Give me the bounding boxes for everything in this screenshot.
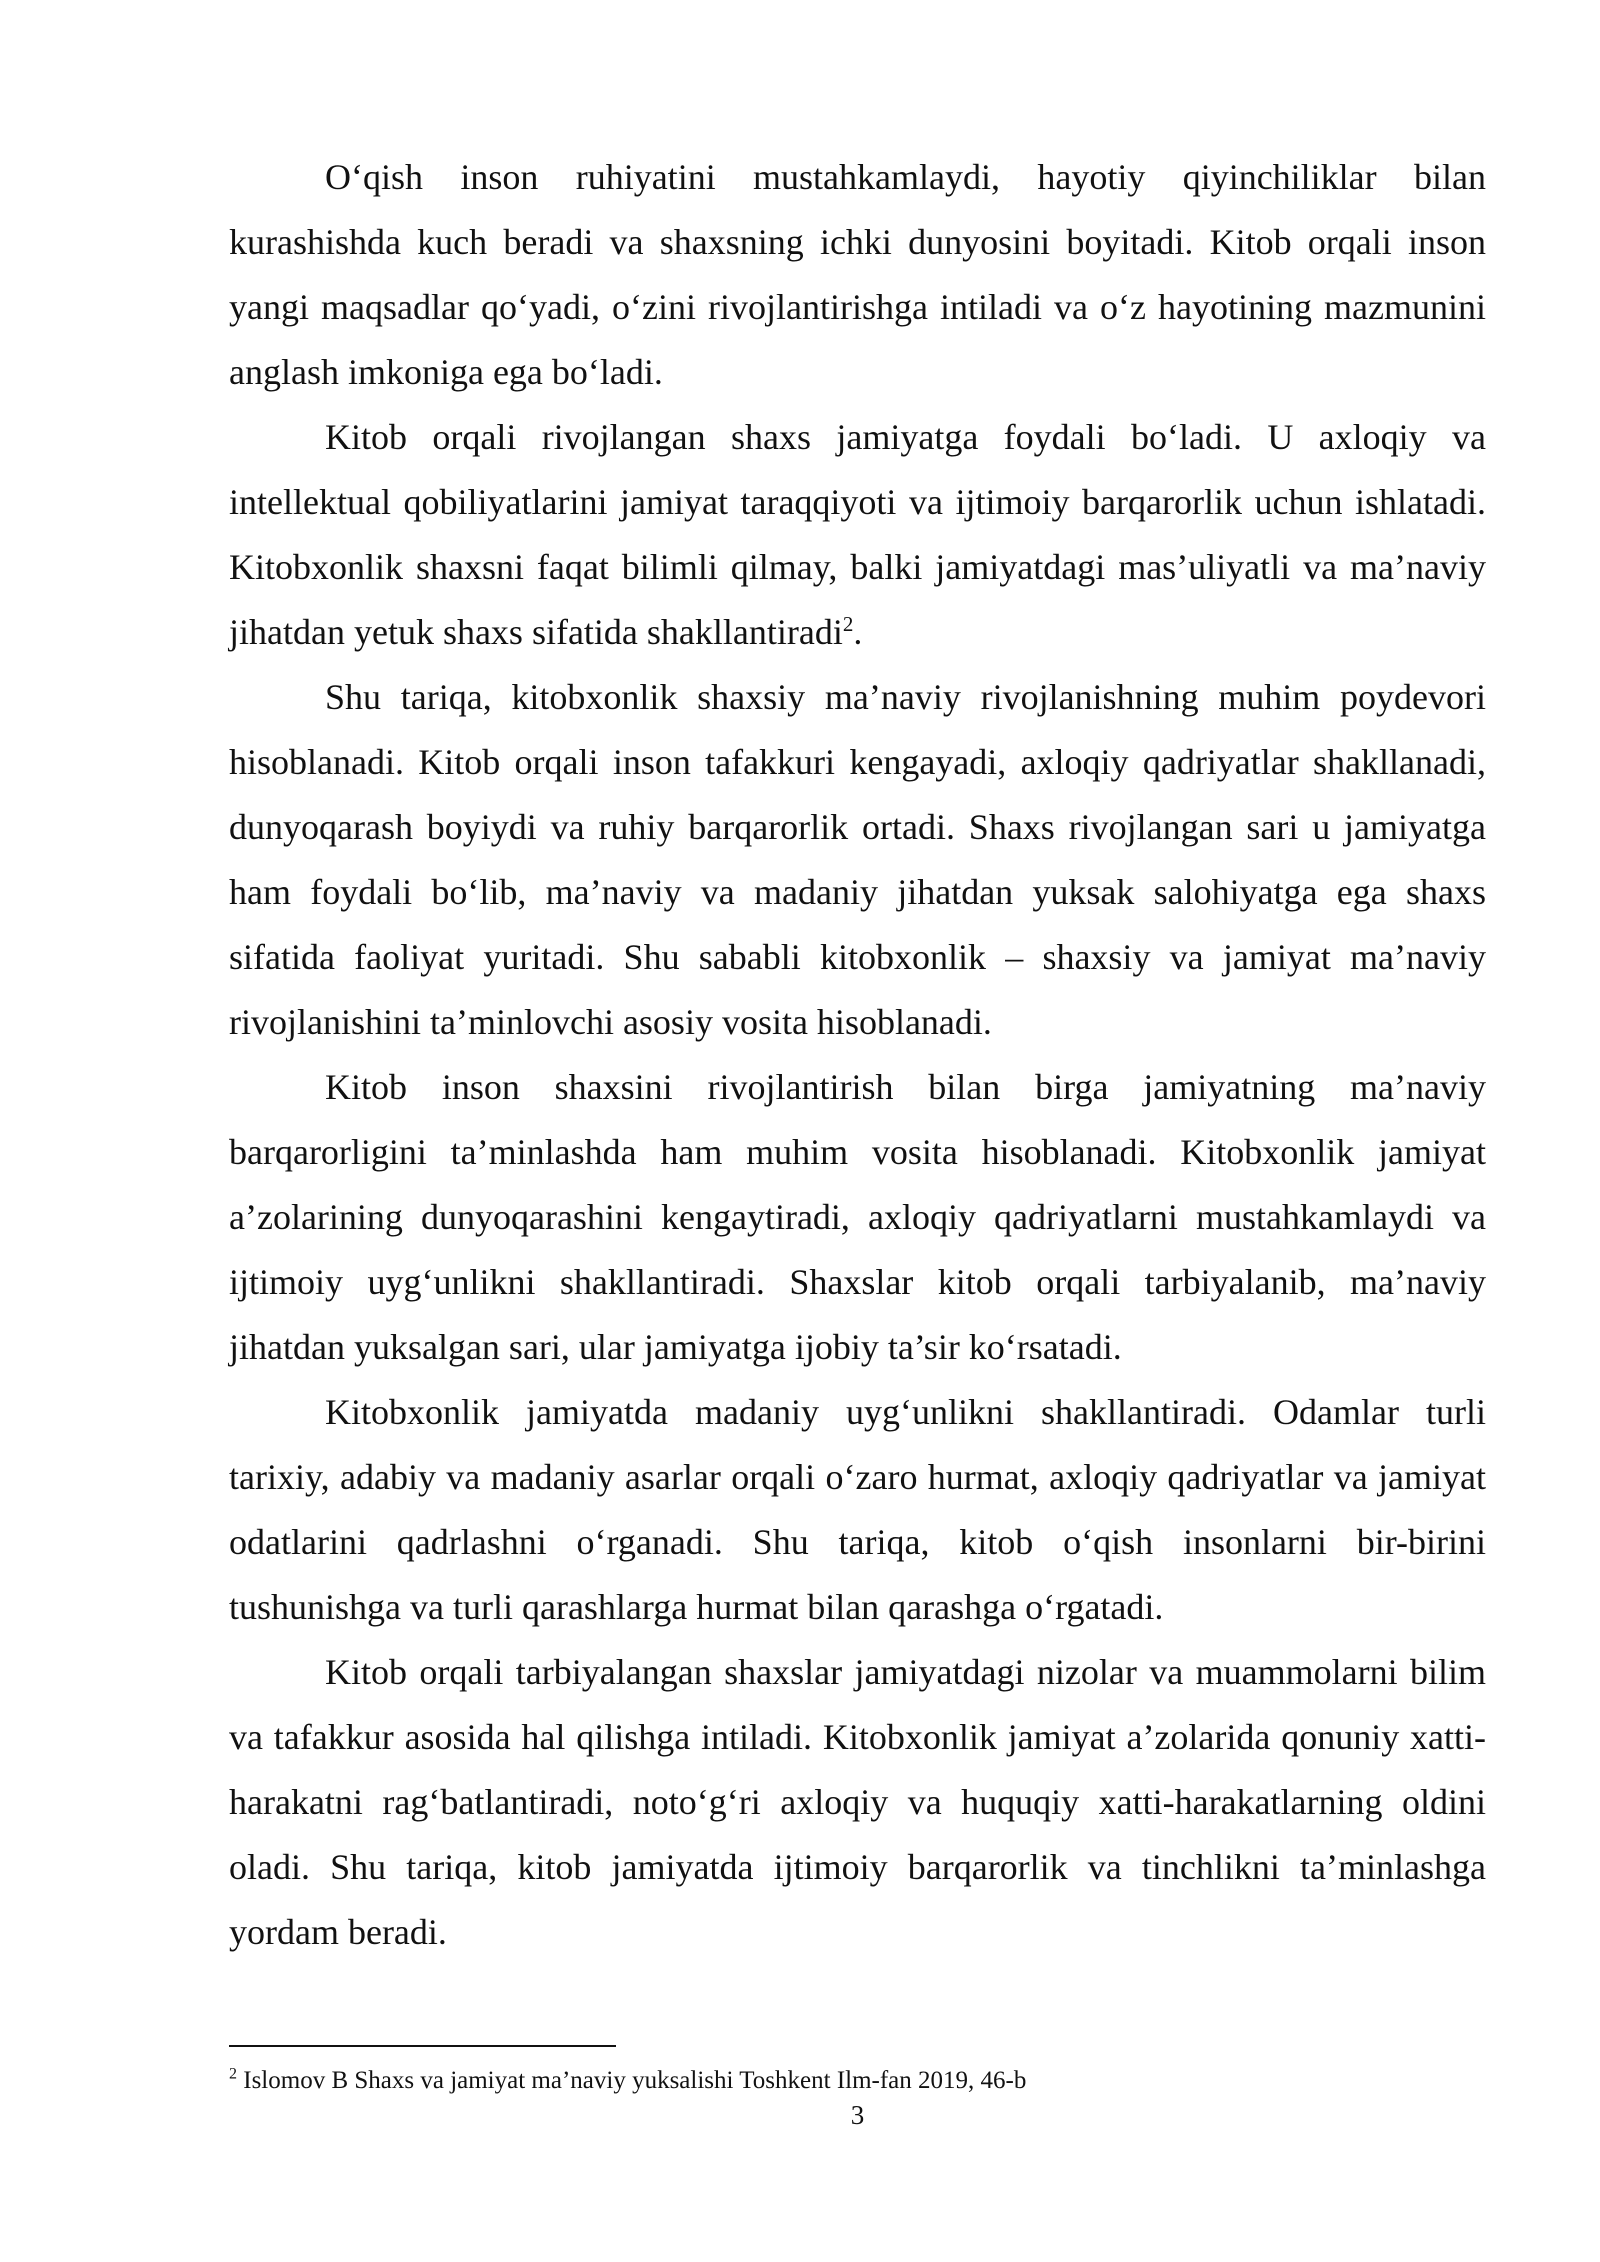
footnote-reference[interactable]: 2 (842, 612, 854, 636)
paragraph-3 (229, 665, 1486, 1055)
paragraph-6 (229, 1640, 1486, 1965)
footnote-number: 2 (229, 2065, 237, 2083)
page-number: 3 (850, 2100, 865, 2130)
paragraph-text: Kitob orqali rivojlangan shaxs jamiyatga foydali bo‘ladi. U axloqiy va intellektual qobiliyatlarini jamiyat taraqqiyoti va ijtimoiy barqarorlik uchun ishlatadi. Kitobxonlik shaxsni faqat bilimli qilmay, balki jamiyatdagi mas’uliyatli va ma’naviy jihatdan yetuk shaxs sifatida shakllantiradi (229, 417, 1486, 652)
footnote (229, 2066, 1486, 2096)
paragraph-1 (229, 145, 1486, 405)
body-text (229, 145, 1486, 1965)
paragraph-2 (229, 405, 1486, 665)
paragraph-4 (229, 1055, 1486, 1380)
paragraph-text: Kitob orqali tarbiyalangan shaxslar jamiyatdagi nizolar va muammolarni bilim va tafakkur asosida hal qilishga intiladi. Kitobxonlik jamiyat a’zolarida qonuniy xatti-harakatni rag‘batlantiradi, noto‘g‘ri axloqiy va huquqiy xatti-harakatlarning oldini oladi. Shu tariqa, kitob jamiyatda ijtimoiy barqarorlik va tinchlikni ta’minlashga yordam beradi. (229, 1652, 1486, 1952)
paragraph-text: Kitobxonlik jamiyatda madaniy uyg‘unlikni shakllantiradi. Odamlar turli tarixiy, adabiy va madaniy asarlar orqali o‘zaro hurmat, axloqiy qadriyatlar va jamiyat odatlarini qadrlashni o‘rganadi. Shu tariqa, kitob o‘qish insonlarni bir-birini tushunishga va turli qarashlarga hurmat bilan qarashga o‘rgatadi. (229, 1392, 1486, 1627)
paragraph-5 (229, 1380, 1486, 1640)
footnote-separator (229, 2045, 616, 2047)
paragraph-text: Kitob inson shaxsini rivojlantirish bilan birga jamiyatning ma’naviy barqarorligini ta’minlashda ham muhim vosita hisoblanadi. Kitobxonlik jamiyat a’zolarining dunyoqarashini kengaytiradi, axloqiy qadriyatlarni mustahkamlaydi va ijtimoiy uyg‘unlikni shakllantiradi. Shaxslar kitob orqali tarbiyalanib, ma’naviy jihatdan yuksalgan sari, ular jamiyatga ijobiy ta’sir ko‘rsatadi. (229, 1067, 1486, 1367)
paragraph-text: O‘qish inson ruhiyatini mustahkamlaydi, hayotiy qiyinchiliklar bilan kurashishda kuch beradi va shaxsning ichki dunyosini boyitadi. Kitob orqali inson yangi maqsadlar qo‘yadi, o‘zini rivojlantirishga intiladi va o‘z hayotining mazmunini anglash imkoniga ega bo‘ladi. (229, 157, 1486, 392)
paragraph-text: Shu tariqa, kitobxonlik shaxsiy ma’naviy rivojlanishning muhim poydevori hisoblanadi. Kitob orqali inson tafakkuri kengayadi, axloqiy qadriyatlar shakllanadi, dunyoqarash boyiydi va ruhiy barqarorlik ortadi. Shaxs rivojlangan sari u jamiyatga ham foydali bo‘lib, ma’naviy va madaniy jihatdan yuksak salohiyatga ega shaxs sifatida faoliyat yuritadi. Shu sababli kitobxonlik – shaxsiy va jamiyat ma’naviy rivojlanishini ta’minlovchi asosiy vosita hisoblanadi. (229, 677, 1486, 1042)
paragraph-tail: . (853, 612, 863, 652)
footnote-text: Islomov B Shaxs va jamiyat ma’naviy yuksalishi Toshkent Ilm-fan 2019, 46-b (237, 2067, 1027, 2094)
